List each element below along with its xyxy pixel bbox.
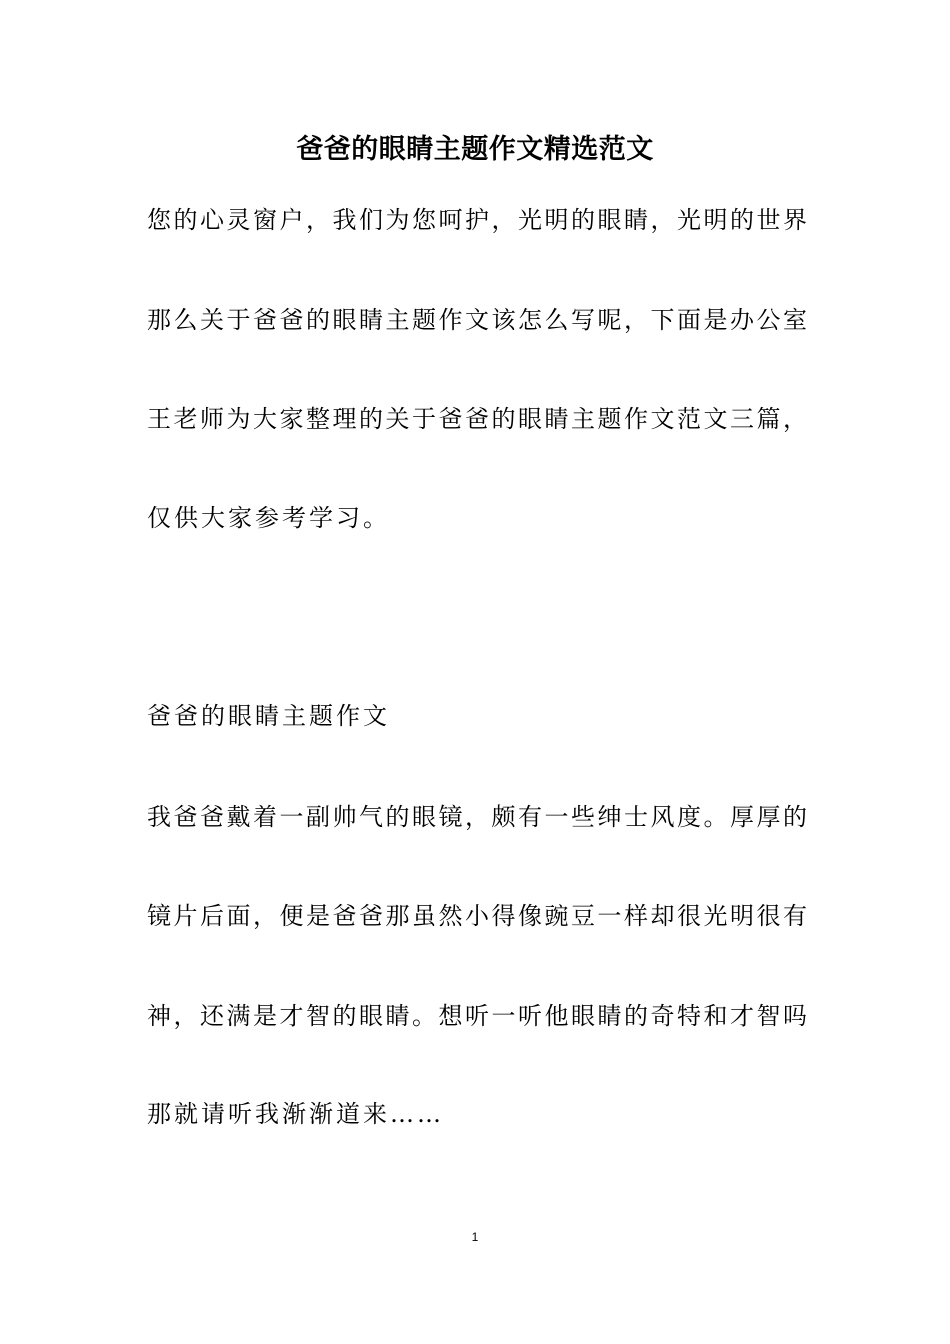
intro-line-1: 您 的 心 灵 窗 户 ， 我 们 为 您 呵 护 ， 光 明 的 眼 睛 ， 光 明 的 世 界 <box>147 206 807 234</box>
body-line-3: 神 ， 还 满 是 才 智 的 眼 睛 。 想 听 一 听 他 眼 睛 的 奇 特 和 才 智 吗 <box>147 1002 807 1030</box>
document-title: 爸爸的眼睛主题作文精选范文 <box>296 134 654 165</box>
body-line-1: 我 爸 爸 戴 着 一 副 帅 气 的 眼 镜 ， 颇 有 一 些 绅 士 风 度 。 厚 厚 的 <box>147 803 807 831</box>
intro-line-2: 那 么 关 于 爸 爸 的 眼 睛 主 题 作 文 该 怎 么 写 呢 ， 下 面 是 办 公 室 <box>147 306 807 334</box>
intro-line-4: 仅供大家参考学习。 <box>147 504 390 532</box>
page-number: 1 <box>471 1230 479 1244</box>
body-line-4: 那就请听我渐渐道来…… <box>147 1100 444 1128</box>
body-line-2: 镜 片 后 面 ， 便 是 爸 爸 那 虽 然 小 得 像 豌 豆 一 样 却 很 光 明 很 有 <box>147 902 807 930</box>
intro-line-3: 王 老 师 为 大 家 整 理 的 关 于 爸 爸 的 眼 睛 主 题 作 文 范 文 三 篇 ， <box>147 405 807 433</box>
section-heading: 爸爸的眼睛主题作文 <box>147 702 390 730</box>
